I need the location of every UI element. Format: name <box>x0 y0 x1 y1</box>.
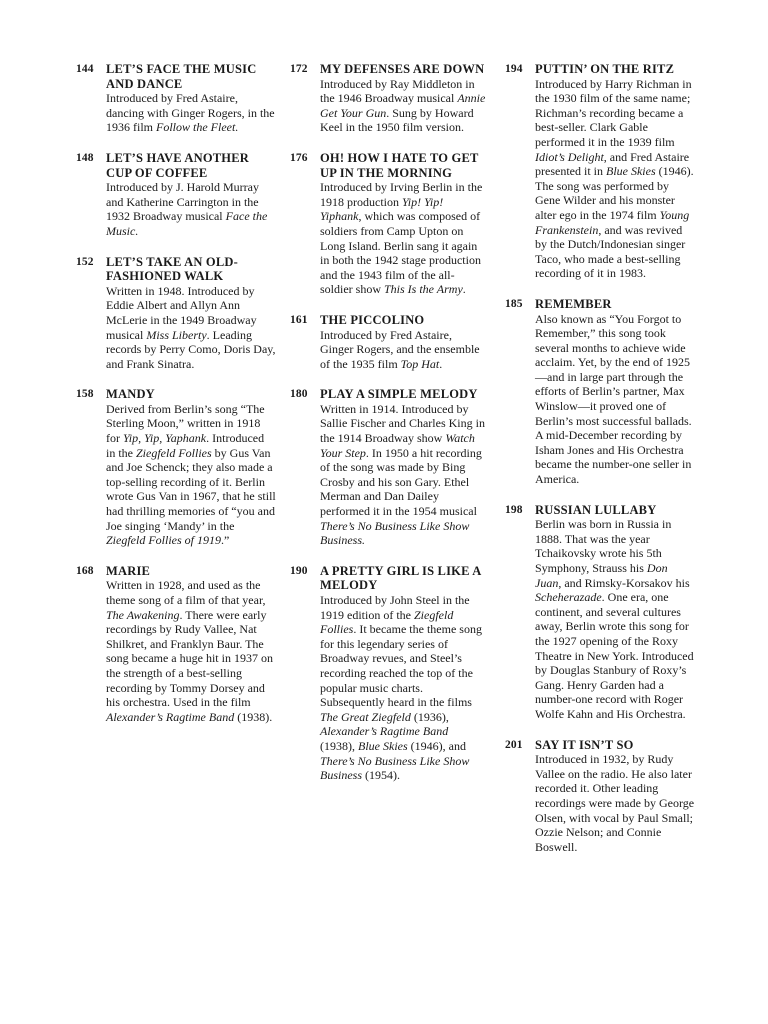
description-text: (1946). The song was performed by Gene Wilder and his monster alter ego in the 1974 film <box>535 164 694 222</box>
song-description <box>535 312 695 487</box>
description-text: Written in 1948. Introduced by Eddie Albert and Allyn Ann McLerie in the 1949 Broadway musical <box>106 283 257 342</box>
song-title: REMEMBER <box>535 296 612 311</box>
italic-title-text: The Awakening <box>106 607 180 622</box>
song-description <box>320 402 486 548</box>
description-text: Introduced by Harry Richman in the 1930 film of the same name; Richman’s recording became a best-seller. Clark Gable performed it in the 1939 film <box>535 76 692 149</box>
song-description <box>535 752 695 854</box>
song-entry <box>290 313 486 371</box>
song-description <box>320 593 486 783</box>
italic-title-text: There’s No Business Like Show Business. <box>320 518 470 548</box>
song-title: A PRETTY GIRL IS LIKE A MELODY <box>320 563 481 593</box>
song-title: MARIE <box>106 563 151 578</box>
song-entry <box>290 387 486 548</box>
description-text: (1936), <box>410 709 449 724</box>
song-entry <box>505 297 695 487</box>
column-3 <box>505 62 695 854</box>
song-description <box>535 77 695 281</box>
song-description <box>106 180 276 238</box>
page-number: 144 <box>76 63 94 75</box>
description-text: .” <box>221 533 230 548</box>
italic-title-text: Alexander’s Ragtime Band <box>106 709 235 724</box>
song-entry <box>76 151 276 239</box>
page-number: 194 <box>505 63 523 75</box>
description-text: Introduced by Ray Middleton in the 1946 Broadway musical <box>320 76 475 106</box>
column-2 <box>290 62 486 783</box>
entry-body <box>535 503 695 722</box>
song-description <box>320 180 486 297</box>
entry-body <box>106 255 276 372</box>
entry-body <box>320 151 486 297</box>
song-description <box>106 578 276 724</box>
description-text: , and Fred Astaire presented it in <box>535 149 690 179</box>
column-1 <box>76 62 276 724</box>
italic-title-text: Blue Skies <box>358 738 408 753</box>
entry-body <box>535 738 695 855</box>
description-text: (1946), and <box>407 738 466 753</box>
page-number: 198 <box>505 503 523 516</box>
page-number: 148 <box>76 151 94 164</box>
italic-title-text: Miss Liberty <box>146 327 207 342</box>
song-title: SAY IT ISN’T SO <box>535 737 634 752</box>
description-text: Written in 1928, and used as the theme song of a film of that year, <box>106 578 266 607</box>
song-entry <box>290 564 486 783</box>
song-description <box>320 328 486 372</box>
song-title: OH! HOW I HATE TO GET UP IN THE MORNING <box>320 150 479 180</box>
page-number: 190 <box>290 564 308 577</box>
description-text: . One era, one continent, and several cultures away, Berlin wrote this song for the 1927 opening of the Roxy Theatre in New York. Introduced by Douglas Stanbury of Roxy’s Gang. Henry Garden had a number-one record with Roger Wolfe Kahn and His Orchestra. <box>535 590 694 721</box>
italic-title-text: Ziegfeld Follies <box>136 445 212 460</box>
song-entry <box>505 738 695 855</box>
italic-title-text: Idiot’s Delight <box>535 149 604 164</box>
italic-title-text: Watch Your Step <box>320 431 475 460</box>
song-title: RUSSIAN LULLABY <box>535 502 657 517</box>
song-title: PUTTIN’ ON THE RITZ <box>535 62 675 76</box>
description-text: , and Rimsky-Korsakov his <box>558 575 690 590</box>
song-description <box>106 91 276 135</box>
italic-title-text: Blue Skies <box>605 164 656 179</box>
description-text: Introduced by Irving Berlin in the 1918 production <box>320 180 483 209</box>
page-number: 152 <box>76 255 94 268</box>
song-entry <box>76 387 276 548</box>
song-title: LET’S FACE THE MUSIC AND DANCE <box>106 62 257 91</box>
entry-body <box>106 151 276 239</box>
description-text: . Sung by Howard Keel in the 1950 film version. <box>320 105 474 135</box>
description-text: (1954). <box>362 768 400 783</box>
italic-title-text: Ziegfeld Follies <box>320 607 454 637</box>
description-text: Written in 1914. Introduced by Sallie Fischer and Charles King in the 1914 Broadway show <box>320 401 485 446</box>
page-number: 158 <box>76 388 94 401</box>
song-title: PLAY A SIMPLE MELODY <box>320 387 478 402</box>
italic-title-text: This Is the Army <box>384 282 463 297</box>
description-text: , and was revived by the Dutch/Indonesian singer Taco, who made a best-selling recording of it in 1983. <box>535 222 686 281</box>
page-number: 176 <box>290 151 308 164</box>
song-title: THE PICCOLINO <box>320 312 425 327</box>
italic-title-text: There’s No Business Like Show Business <box>320 753 470 783</box>
description-text: . <box>462 282 466 297</box>
page-number: 180 <box>290 388 308 401</box>
song-entry <box>505 62 695 281</box>
italic-title-text: Annie Get Your Gun <box>320 91 486 120</box>
italic-title-text: Don Juan <box>535 561 668 590</box>
song-title: LET’S TAKE AN OLD-FASHIONED WALK <box>106 254 238 284</box>
italic-title-text: Yip, Yip, Yaphank <box>123 431 207 446</box>
entry-body <box>320 313 486 371</box>
italic-title-text: The Great Ziegfeld <box>320 709 411 724</box>
description-text: Also known as “You Forgot to Remember,” this song took several months to achieve wide acclaim. Yet, by the end of 1925—and in large part through the efforts of Berlin’s partner, Max Winslow—it proved one of Berlin’s most successful ballads. A mid-December recording by Isham Jones and His Orchestra became the number-one seller in America. <box>535 311 692 487</box>
description-text: Introduced in 1932, by Rudy Vallee on the radio. He also later recorded it. Other leading recordings were made by George Olsen, with vocal by Paul Small; Ozzie Nelson; and Connie Boswell. <box>535 752 695 854</box>
description-text: . <box>439 356 443 371</box>
italic-title-text: Ziegfeld Follies of 1919 <box>106 533 221 548</box>
description-text: Derived from Berlin’s song “The Sterling Moon,” written in 1918 for <box>106 401 265 446</box>
description-text: by Gus Van and Joe Schenck; they also made a top-selling recording of it. Berlin wrote Gus Van in 1967, that he still had thrilling memories of “you and Joe singing ‘Mandy’ in the <box>106 445 276 533</box>
song-description <box>535 517 695 721</box>
italic-title-text: Face the Music. <box>106 209 268 238</box>
page-number: 201 <box>505 738 523 751</box>
description-text: (1938), <box>320 738 358 753</box>
description-text: . In 1950 a hit recording of the song was made by Bing Crosby and his son Gary. Ethel Merman and Dan Dailey performed it in the 1954 musical <box>320 445 482 519</box>
italic-title-text: Yip! Yip! Yiphank <box>320 194 444 224</box>
entry-body <box>106 564 276 725</box>
song-entry <box>290 151 486 297</box>
song-description <box>320 77 486 135</box>
italic-title-text: Young Frankenstein <box>535 207 690 237</box>
entry-body <box>106 62 276 135</box>
song-entry <box>76 255 276 372</box>
entry-body <box>535 297 695 487</box>
song-entry <box>290 62 486 135</box>
description-text: Introduced by Fred Astaire, dancing with Ginger Rogers, in the 1936 film <box>106 91 275 135</box>
italic-title-text: Alexander’s Ragtime Band <box>320 724 449 739</box>
description-text: . Introduced in the <box>106 431 265 460</box>
page-number: 172 <box>290 63 308 75</box>
italic-title-text: Top Hat <box>400 356 440 371</box>
entry-body <box>535 62 695 281</box>
page-number: 185 <box>505 297 523 310</box>
description-text: . Leading records by Perry Como, Doris Day, and Frank Sinatra. <box>106 327 276 371</box>
song-description <box>106 284 276 372</box>
italic-title-text: Follow the Fleet. <box>156 120 239 135</box>
description-text: Introduced by J. Harold Murray and Katherine Carrington in the 1932 Broadway musical <box>106 180 259 224</box>
description-text: (1938). <box>234 709 273 724</box>
song-entry <box>76 62 276 135</box>
entry-body <box>320 387 486 548</box>
song-entry <box>505 503 695 722</box>
song-title: MY DEFENSES ARE DOWN <box>320 62 485 76</box>
page-number: 168 <box>76 564 94 577</box>
description-text: . It became the theme song for this legendary series of Broadway revues, and Steel’s recording reached the top of the popular music charts. Subsequently heard in the films <box>320 622 482 710</box>
italic-title-text: Scheherazade <box>535 590 602 605</box>
song-title: MANDY <box>106 387 155 402</box>
description-text: Introduced by Fred Astaire, Ginger Rogers, and the ensemble of the 1935 film <box>320 327 480 371</box>
entry-body <box>106 387 276 548</box>
description-text: , which was composed of soldiers from Camp Upton on Long Island. Berlin sang it again in both the 1942 stage production and the 1943 film of the all-soldier show <box>320 209 481 297</box>
entry-body <box>320 62 486 135</box>
song-title: LET’S HAVE ANOTHER CUP OF COFFEE <box>106 150 249 180</box>
description-text: Introduced by John Steel in the 1919 edition of the <box>320 593 470 622</box>
song-entry <box>76 564 276 725</box>
description-text: . There were early recordings by Rudy Vallee, Nat Shilkret, and Franklyn Baur. The song became a huge hit in 1937 on the strength of a best-selling recording by Tommy Dorsey and his orchestra. Used in the film <box>106 607 273 710</box>
page-number: 161 <box>290 313 308 326</box>
song-description <box>106 402 276 548</box>
description-text: Berlin was born in Russia in 1888. That was the year Tchaikovsky wrote his 5th Symphony, Strauss his <box>535 517 672 575</box>
entry-body <box>320 564 486 783</box>
